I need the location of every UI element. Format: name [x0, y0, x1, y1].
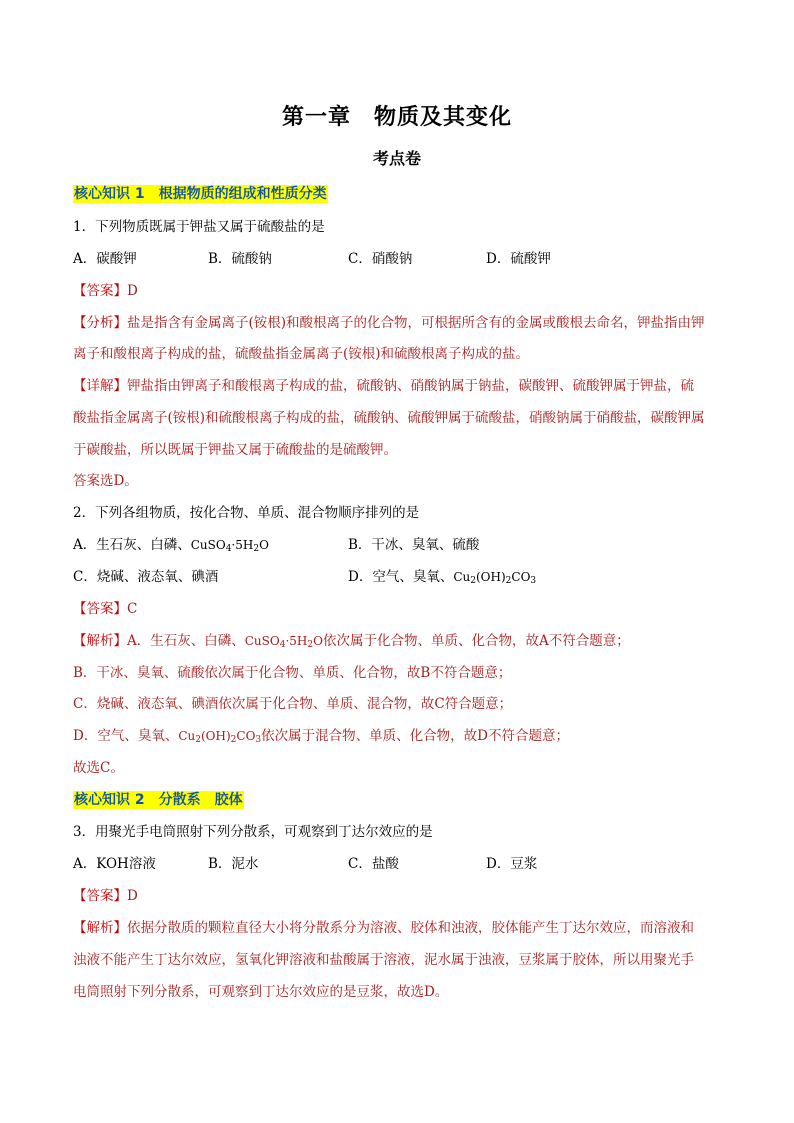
question-1-stem: 1．下列物质既属于钾盐又属于硫酸盐的是 [73, 219, 325, 235]
formula-cuso4: $CuSO_4\cdot 5H_2O$ [244, 634, 323, 650]
q3-analysis-line-2: 浊液不能产生丁达尔效应，氢氧化钾溶液和盐酸属于溶液，泥水属于浊液，豆浆属于胶体，所以用聚光手 [73, 952, 694, 968]
q1-option-d: D．硫酸钾 [486, 251, 551, 267]
analysis-tag: 【解析】 [73, 633, 127, 649]
q2-option-a [73, 535, 269, 559]
q1-detail-line-1 [73, 376, 694, 396]
q1-detail-line-2: 酸盐指金属离子(铵根)和硫酸根离子构成的盐，硫酸钠、硫酸钾属于硫酸盐，硝酸钠属于硝酸盐，碳酸钾属 [73, 410, 705, 426]
answer-value: C [127, 601, 138, 617]
q2-conclusion: 故选C。 [73, 760, 124, 776]
section-heading-1 [73, 184, 328, 204]
q2-answer [73, 599, 137, 619]
answer-value: D [127, 888, 138, 904]
q2-analysis-line-4: D．空气、臭氧、$Cu_2(OH)_2CO_3$依次属于混合物、单质、化合物，故D不符合题意； [73, 728, 569, 745]
answer-tag: 【答案】 [73, 283, 127, 299]
q1-option-c: C．硝酸钠 [348, 251, 413, 267]
analysis-tag: 【解析】 [73, 920, 127, 936]
q3-analysis-line-1: 【解析】依据分散质的颗粒直径大小将分散系分为溶液、胶体和浊液，胶体能产生丁达尔效应，而溶液和 [73, 920, 694, 936]
q1-analysis-line-2: 离子和酸根离子构成的盐，硫酸盐指金属离子(铵根)和硫酸根离子构成的盐。 [73, 346, 530, 362]
answer-value: D [127, 283, 138, 299]
q2-analysis-line-2: B．干冰、臭氧、硫酸依次属于化合物、单质、化合物，故B不符合题意； [73, 665, 512, 681]
chapter-title: 第一章 物质及其变化 [281, 104, 512, 130]
question-2-stem: 2．下列各组物质，按化合物、单质、混合物顺序排列的是 [73, 505, 420, 521]
detail-text: 钾盐指由钾离子和酸根离子构成的盐，硫酸钠、硝酸钠属于钠盐，碳酸钾、硫酸钾属于钾盐，硫 [127, 378, 694, 394]
analysis-tag: 【分析】 [73, 315, 127, 331]
q1-conclusion: 答案选D。 [73, 473, 138, 489]
q2-option-d [348, 567, 536, 591]
q3-answer [73, 886, 138, 906]
q1-option-b: B．硫酸钠 [208, 251, 272, 267]
q3-option-d: D．豆浆 [486, 856, 538, 872]
formula-cuso4: $CuSO_4\cdot 5H_2O$ [190, 538, 269, 554]
question-3-stem: 3．用聚光手电筒照射下列分散系，可观察到丁达尔效应的是 [73, 824, 433, 840]
paper-subtitle: 考点卷 [372, 149, 421, 168]
q1-detail-line-3: 于碳酸盐，所以既属于钾盐又属于硫酸盐的是硫酸钾。 [73, 442, 397, 458]
formula-cu2oh2co3: $Cu_2(OH)_2CO_3$ [178, 729, 262, 745]
detail-tag: 【详解】 [73, 378, 127, 394]
formula-cu2oh2co3: $Cu_2(OH)_2CO_3$ [453, 570, 537, 586]
q1-analysis-line-1 [73, 313, 705, 333]
q3-option-b: B．泥水 [208, 856, 259, 872]
answer-tag: 【答案】 [73, 888, 127, 904]
answer-tag: 【答案】 [73, 601, 127, 617]
option-text: D．空气、臭氧、 [348, 569, 454, 585]
q2-option-b: B．干冰、臭氧、硫酸 [348, 537, 480, 553]
q2-analysis-line-1: 【解析】A．生石灰、白磷、$CuSO_4\cdot 5H_2O$依次属于化合物、单质、化合物，故A不符合题意； [73, 633, 630, 650]
q1-answer [73, 281, 138, 301]
q2-analysis-line-3: C．烧碱、液态氧、碘酒依次属于化合物、单质、混合物，故C符合题意； [73, 696, 513, 712]
analysis-text: 盐是指含有金属离子(铵根)和酸根离子的化合物，可根据所含有的金属或酸根去命名，钾盐指由钾 [127, 315, 705, 331]
q3-analysis-line-3: 电筒照射下列分散系，可观察到丁达尔效应的是豆浆，故选D。 [73, 984, 449, 1000]
q1-option-a: A．碳酸钾 [73, 251, 137, 267]
option-text: A．生石灰、白磷、 [73, 537, 191, 553]
q3-option-a: A．KOH溶液 [73, 856, 156, 872]
section-heading-2 [73, 790, 244, 810]
section-label: 核心知识 2 分散系 胶体 [74, 792, 243, 808]
section-label: 核心知识 1 根据物质的组成和性质分类 [74, 186, 327, 202]
q2-option-c: C．烧碱、液态氧、碘酒 [73, 569, 219, 585]
q3-option-c: C．盐酸 [348, 856, 399, 872]
